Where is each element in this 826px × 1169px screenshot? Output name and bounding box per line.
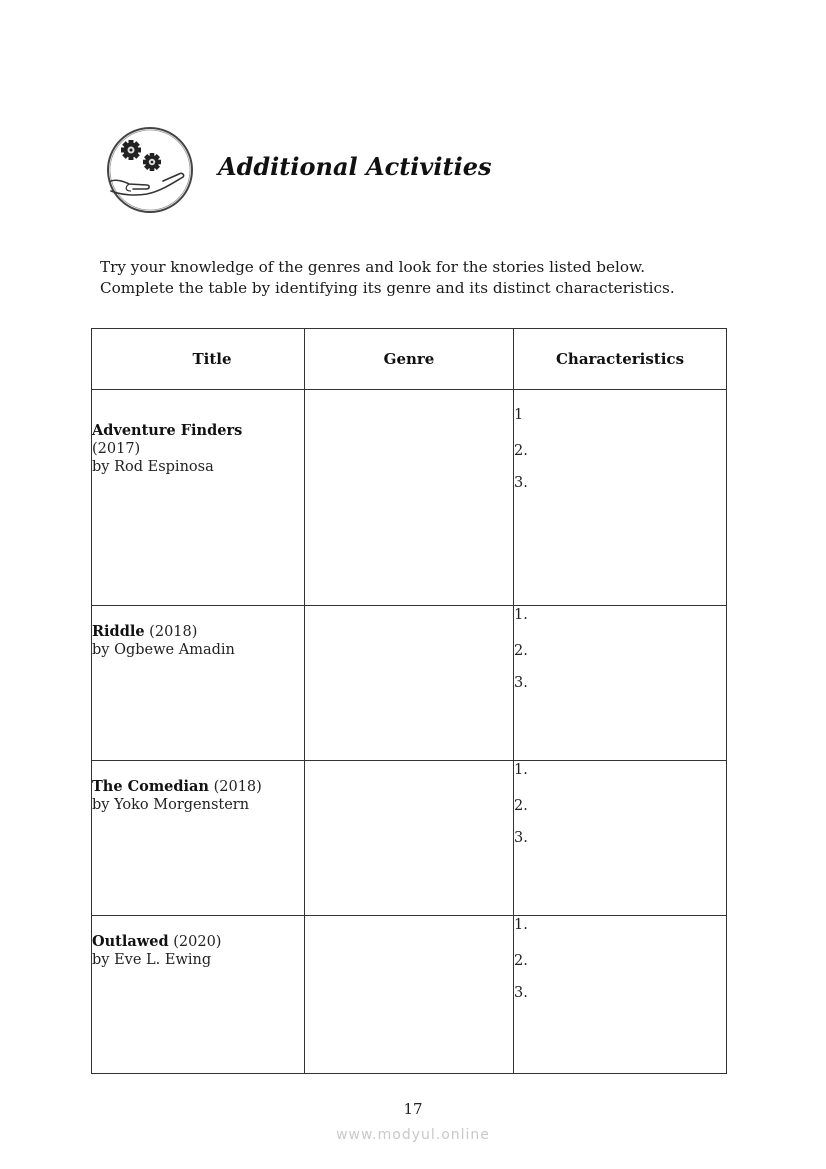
characteristic-number: 3. xyxy=(514,985,528,1001)
page-number: 17 xyxy=(403,1100,423,1118)
story-title: Outlawed xyxy=(92,933,169,950)
story-title-cell xyxy=(92,916,305,1074)
header-characteristics: Characteristics xyxy=(514,329,727,390)
characteristic-number: 1. xyxy=(514,917,528,933)
characteristics-answer-cell[interactable] xyxy=(514,390,727,606)
story-title: Riddle xyxy=(92,623,145,640)
characteristic-number: 1. xyxy=(514,762,528,778)
story-title: Adventure Finders xyxy=(92,422,243,439)
story-title: The Comedian xyxy=(92,778,209,795)
genre-answer-cell[interactable] xyxy=(305,606,514,761)
table-row xyxy=(92,390,727,606)
story-title-cell xyxy=(92,606,305,761)
header-genre: Genre xyxy=(305,329,514,390)
story-year: (2017) xyxy=(92,441,141,457)
instruction-line: Complete the table by identifying its genre and its distinct characteristics. xyxy=(100,279,675,297)
characteristics-answer-cell[interactable] xyxy=(514,916,727,1074)
story-title-cell xyxy=(92,390,305,606)
characteristics-answer-cell[interactable] xyxy=(514,606,727,761)
story-year: (2018) xyxy=(144,624,198,640)
section-title: Additional Activities xyxy=(218,152,492,181)
genre-answer-cell[interactable] xyxy=(305,761,514,916)
table-row xyxy=(92,916,727,1074)
characteristic-number: 3. xyxy=(514,475,528,491)
story-author: by Ogbewe Amadin xyxy=(92,642,235,658)
header-title: Title xyxy=(92,329,305,390)
characteristic-number: 1 xyxy=(514,407,524,423)
characteristic-number: 2. xyxy=(514,643,528,659)
characteristics-answer-cell[interactable] xyxy=(514,761,727,916)
instruction-line: Try your knowledge of the genres and look for the stories listed below. xyxy=(100,258,646,276)
story-year: (2020) xyxy=(168,934,222,950)
watermark: www.modyul.online xyxy=(336,1127,490,1143)
instructions xyxy=(100,257,740,299)
gears-on-hand-icon xyxy=(103,125,197,215)
table-row xyxy=(92,606,727,761)
story-author: by Eve L. Ewing xyxy=(92,952,212,968)
story-author: by Yoko Morgenstern xyxy=(92,797,250,813)
genre-answer-cell[interactable] xyxy=(305,916,514,1074)
genre-answer-cell[interactable] xyxy=(305,390,514,606)
characteristic-number: 3. xyxy=(514,675,528,691)
story-author: by Rod Espinosa xyxy=(92,459,214,475)
story-title-cell xyxy=(92,761,305,916)
characteristic-number: 2. xyxy=(514,953,528,969)
table-header-row xyxy=(92,329,727,390)
characteristic-number: 2. xyxy=(514,798,528,814)
story-year: (2018) xyxy=(208,779,262,795)
characteristic-number: 1. xyxy=(514,607,528,623)
activity-table xyxy=(91,328,727,1074)
table-row xyxy=(92,761,727,916)
characteristic-number: 2. xyxy=(514,443,528,459)
characteristic-number: 3. xyxy=(514,830,528,846)
